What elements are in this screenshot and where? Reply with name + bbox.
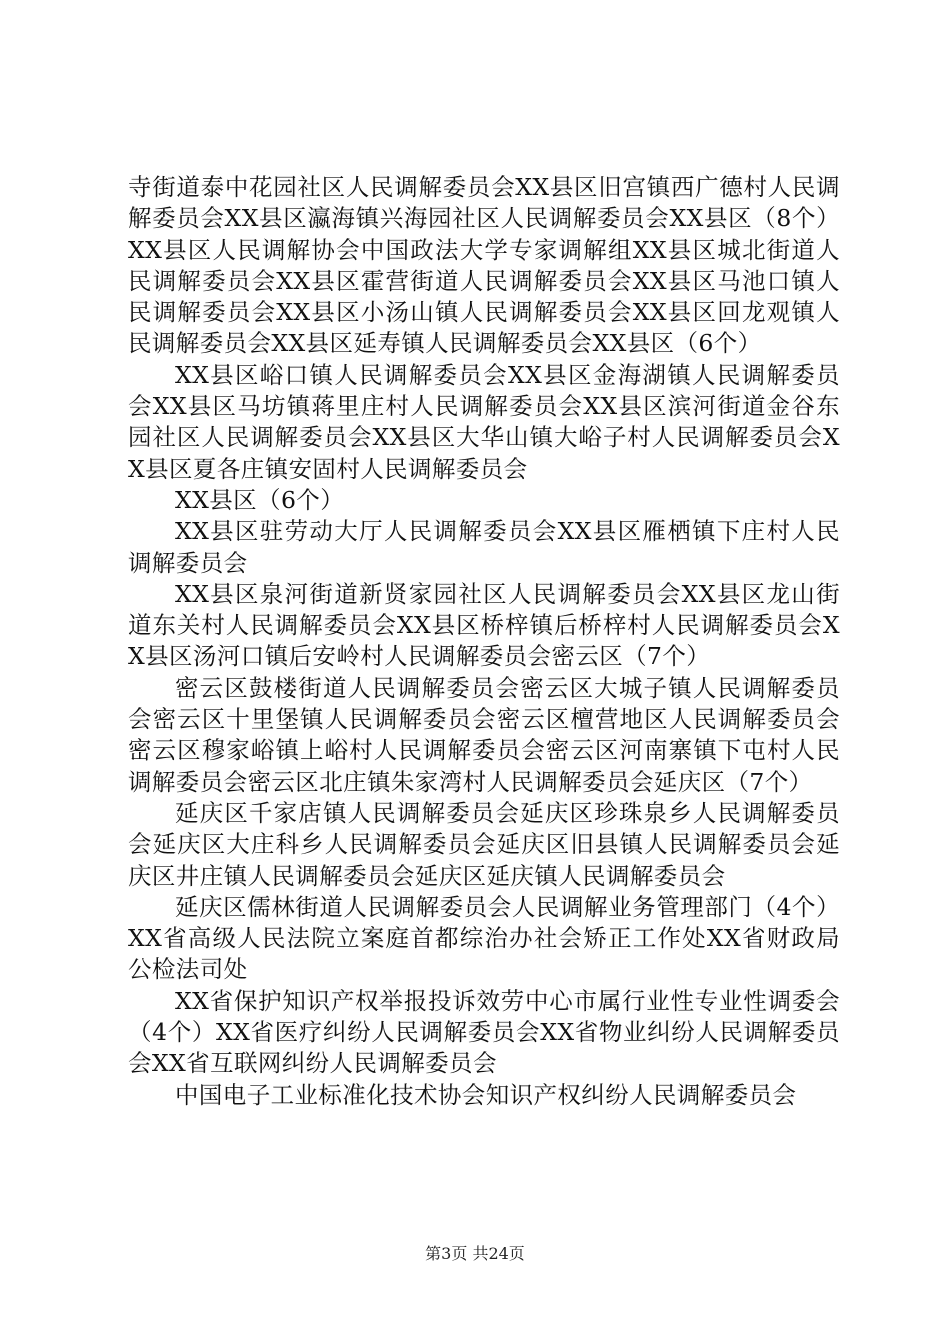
paragraph-9: XX省保护知识产权举报投诉效劳中心市属行业性专业性调委会（4个）XX省医疗纠纷人民调解委员会XX省物业纠纷人民调解委员会XX省互联网纠纷人民调解委员会 [128,986,840,1078]
paragraph-2: XX县区峪口镇人民调解委员会XX县区金海湖镇人民调解委员会XX县区马坊镇蒋里庄村人民调解委员会XX县区滨河街道金谷东园社区人民调解委员会XX县区大华山镇大峪子村人民调解委员会XX县区夏各庄镇安固村人民调解委员会 [128,360,840,483]
paragraph-1: 寺街道泰中花园社区人民调解委员会XX县区旧宫镇西广德村人民调解委员会XX县区瀛海镇兴海园社区人民调解委员会XX县区（8个）XX县区人民调解协会中国政法大学专家调解组XX县区城北街道人民调解委员会XX县区霍营街道人民调解委员会XX县区马池口镇人民调解委员会XX县区小汤山镇人民调解委员会XX县区回龙观镇人民调解委员会XX县区延寿镇人民调解委员会XX县区（6个） [128,173,840,358]
paragraph-7: 延庆区千家店镇人民调解委员会延庆区珍珠泉乡人民调解委员会延庆区大庄科乡人民调解委员会延庆区旧县镇人民调解委员会延庆区井庄镇人民调解委员会延庆区延庆镇人民调解委员会 [128,798,840,890]
paragraph-10: 中国电子工业标准化技术协会知识产权纠纷人民调解委员会 [175,1080,797,1109]
paragraph-5: XX县区泉河街道新贤家园社区人民调解委员会XX县区龙山街道东关村人民调解委员会XX县区桥梓镇后桥梓村人民调解委员会XX县区汤河口镇后安岭村人民调解委员会密云区（7个） [128,579,840,671]
paragraph-3: XX县区（6个） [175,485,345,514]
document-body [128,172,840,1111]
paragraph-4: XX县区驻劳动大厅人民调解委员会XX县区雁栖镇下庄村人民调解委员会 [128,517,840,577]
paragraph-6: 密云区鼓楼街道人民调解委员会密云区大城子镇人民调解委员会密云区十里堡镇人民调解委员会密云区檀营地区人民调解委员会密云区穆家峪镇上峪村人民调解委员会密云区河南寨镇下屯村人民调解委员会密云区北庄镇朱家湾村人民调解委员会延庆区（7个） [128,673,840,796]
page-footer [0,1244,950,1264]
paragraph-8: 延庆区儒林街道人民调解委员会人民调解业务管理部门（4个）XX省高级人民法院立案庭首都综治办社会矫正工作处XX省财政局公检法司处 [128,892,840,984]
page-number-label: 第3页 共24页 [425,1244,525,1263]
